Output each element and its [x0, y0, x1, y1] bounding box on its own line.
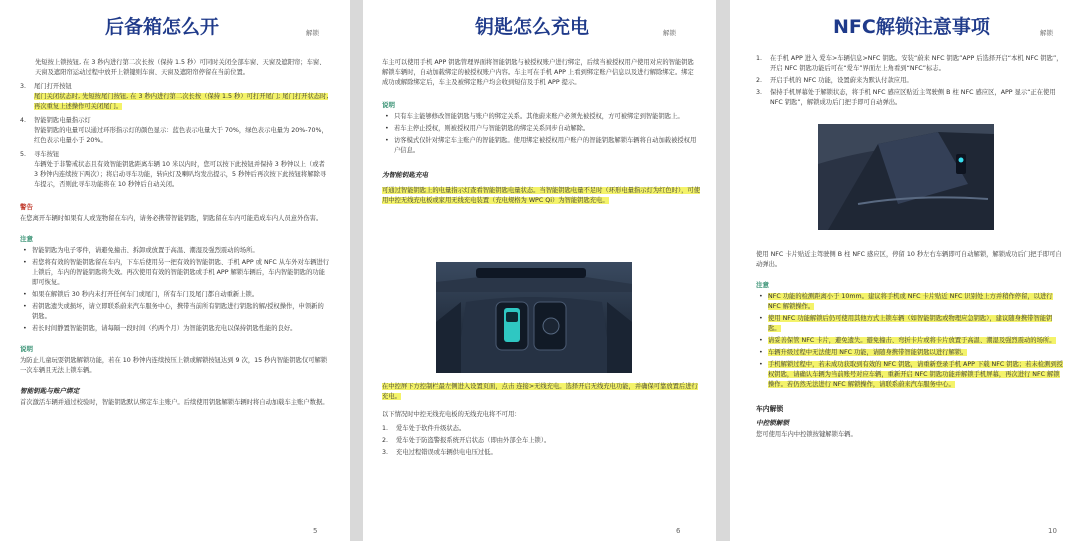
- item-title: 智能钥匙电量指示灯: [34, 117, 91, 124]
- header-tag: 解锁: [1040, 29, 1053, 37]
- manual-page-6: [363, 0, 716, 541]
- nfc-door-illustration: [818, 124, 994, 230]
- item-number: 3.: [20, 83, 27, 90]
- list-item: • 智能钥匙为电子零件，请避免撞击、拆卸或放置于高温、潮湿及强烈震动的场所。: [20, 246, 330, 256]
- list-item: • 只有车主能够修改智能钥匙与账户的绑定关系。其他蔚来账户必须先被授权，方可被绑定到智能钥匙上。: [382, 112, 700, 122]
- cannot-intro: 以下情况时中控无线充电板的无线充电将不可用：: [382, 411, 521, 418]
- section-text: 首次激活车辆并通过校验时，智能钥匙默认绑定车主账户。后续使用钥匙解锁车辆时将自动加载车主账户数据。: [20, 399, 329, 406]
- header-tag: 解锁: [663, 29, 676, 37]
- explain-label: 说明: [20, 345, 33, 353]
- intro-text: 车主可以使用手机 APP 钥匙管理界面将智能钥匙与被授权账户进行绑定，后续当被授权用户使用对应的智能钥匙解锁车辆时，自动加载绑定的被授权账户内容。车主可在手机 APP 上看到绑定账户信息以及进行解除绑定。绑定成功或解除绑定后，车主及被绑定账户均会收到短信及手机 APP 提示。: [382, 59, 694, 86]
- explain-list: [382, 112, 700, 156]
- list-item: • 使用 NFC 功能解锁后仍可使用其他方式上锁车辆（如智能钥匙或物理应急钥匙），建议随身携带智能钥匙。: [756, 314, 1064, 334]
- nfc-door-image: [818, 124, 994, 230]
- page-title: 后备箱怎么开: [105, 16, 220, 38]
- page-body-bottom: [382, 380, 700, 458]
- list-item: 3. 充电过程错误或车辆供电电压过低。: [382, 449, 497, 456]
- list-item: • 若您将有效的智能钥匙留在车内，下车后使用另一把有效的智能钥匙、手机 APP 或 NFC 从车外对车辆进行上锁后，车内的智能钥匙将失效。再次使用有效的智能钥匙或手机 APP 解锁车辆后，车内智能钥匙的功能即可恢复。: [20, 258, 330, 288]
- list-item: • 请妥善保管 NFC 卡片，避免遗失。避免撞击、弯折卡片或将卡片放置于高温、潮湿及强烈震动的场所。: [756, 336, 1064, 346]
- image-caption: 使用 NFC 卡片贴近主驾驶侧 B 柱 NFC 感应区，停留 10 秒左右车辆即可自动解锁，解锁成功后门把手即可自动弹出。: [756, 251, 1062, 268]
- page-title: NFC解锁注意事项: [833, 16, 990, 38]
- warning-label: 警告: [20, 203, 33, 211]
- list-item: • 如果在解锁后 30 秒内未打开任何车门或尾门，所有车门及尾门都自动重新上锁。: [20, 290, 330, 300]
- list-item: • 手机解锁过程中，若未成功获取到有效的 NFC 钥匙，请重新登录手机 APP 下载 NFC 钥匙；若未检测到授权钥匙，请确认车辆为当前账号对应车辆，重新开启 NFC 钥匙功能并解锁手机屏幕，再次进行 NFC 解锁操作。若仍然无法进行 NFC 解锁操作，请联系蔚来汽车服务中心。: [756, 360, 1064, 390]
- list-item: • 车辆升级过程中无法使用 NFC 功能，请随身携带智能钥匙以进行解锁。: [756, 348, 1064, 358]
- page-number: 10: [1048, 527, 1057, 535]
- list-item: 1. 爱车处于软件升级状态。: [382, 425, 466, 432]
- section-subtitle: 为智能钥匙充电: [382, 171, 429, 179]
- page-number: 5: [313, 527, 318, 535]
- list-item: • NFC 功能的检测距离小于 10mm。建议将手机或 NFC 卡片贴近 NFC 识别处上方并稍作停留，以进行 NFC 解锁操作。: [756, 292, 1064, 312]
- page-body-top: [756, 52, 1064, 108]
- notice-label: 注意: [20, 235, 33, 243]
- header-tag: 解锁: [306, 29, 319, 37]
- list-item: 2. 爱车处于防盗警报系统开启状态（即由外部全车上锁）。: [382, 437, 551, 444]
- list-item: • 若长时间静置智能钥匙，请每隔一段时间（约两个月）为智能钥匙充电以保持钥匙性能的良好。: [20, 324, 330, 334]
- explain-label: 说明: [382, 101, 395, 109]
- item-text: 车辆处于非警戒状态且有效智能钥匙距离车辆 10 米以内时，您可以按下此按钮并保持 3 秒钟以上（或者 3 秒钟内连续按下两次）；将启动寻车功能，转向灯及喇叭均发出提示，5 秒钟后再次按下此按钮将解除寻车提示，否则此寻车功能将在 10 秒钟后自动关闭。: [34, 161, 327, 188]
- highlighted-text: 可通过智能钥匙上的电量指示灯查看智能钥匙电量状态。当智能钥匙电量不足时（环形电量指示灯为红色时），可使用中控无线充电板或家用无线充电装置（充电规格为 WPC Qi）为智能钥匙充电。: [382, 187, 700, 204]
- highlighted-text: 尾门关闭状态时, 先短按尾门按钮, 在 3 秒内进行第二次长按（保持 1.5 秒）可打开尾门; 尾门打开状态时, 再次重复上述操作可关闭尾门。: [34, 93, 329, 110]
- item-title: 尾门打开按钮: [34, 83, 72, 90]
- warning-text: 在您离开车辆时如果有人或宠物留在车内，请务必携带智能钥匙，钥匙留在车内可能造成车内人员意外伤害。: [20, 215, 323, 222]
- notice-list: [20, 246, 330, 334]
- list-item: • 访客模式仅针对绑定车主账户的智能钥匙。使用绑定被授权用户账户的智能钥匙解锁车辆将自动加载被授权用户信息。: [382, 136, 700, 156]
- list-item: • 若车主停止授权，则被授权用户与智能钥匙的绑定关系同步自动解除。: [382, 124, 700, 134]
- list-item: 2. 开启手机的 NFC 功能，设置蔚来为默认付款应用。: [756, 77, 913, 84]
- charging-pad-illustration: [436, 262, 632, 373]
- list-item: [20, 82, 330, 112]
- list-item: • 若钥匙遗失或损坏，请立即联系蔚来汽车服务中心，携带当前所有钥匙进行钥匙的解/授权操作，申领新的钥匙。: [20, 302, 330, 322]
- explain-text: 为防止儿童玩耍钥匙解锁功能，若在 10 秒钟内连续按压上锁或解锁按钮达到 9 次，15 秒内智能钥匙仅可解锁一次车辆且无法上锁车辆。: [20, 357, 328, 374]
- notice-label: 注意: [756, 281, 769, 289]
- manual-page-5: [0, 0, 350, 541]
- list-item: [20, 116, 330, 146]
- page-body: [20, 56, 330, 408]
- list-item: 1. 在手机 APP 进入 爱车>车辆信息>NFC 钥匙。安装“蔚来 NFC 钥匙”APP 后选择开启“本机 NFC 钥匙”，开启 NFC 钥匙功能后可在“爱车”界面左上角看到“NFC”标志。: [756, 55, 1063, 72]
- item-text: 智能钥匙的电量可以通过环形指示灯的颜色显示：蓝色表示电量大于 70%，绿色表示电量为 20%-70%，红色表示电量小于 20%。: [34, 127, 328, 144]
- page-number: 6: [676, 527, 681, 535]
- page-body-bottom: [756, 248, 1064, 440]
- charging-pad-image: [436, 262, 632, 373]
- intro-text: 先短按上锁按钮, 在 3 秒内进行第二次长按（保持 1.5 秒）可同时关闭全部车窗、天窗及遮阳帘；车窗、天窗及遮阳帘运动过程中放开上锁键则车窗、天窗及遮阳帘停留在当前位置。: [35, 59, 326, 76]
- page-title: 钥匙怎么充电: [475, 16, 590, 38]
- item-number: 4.: [20, 117, 27, 124]
- section-subtitle: 中控锁解锁: [756, 419, 789, 427]
- section-text: 您可使用车内中控锁按键解锁车辆。: [756, 431, 857, 438]
- manual-page-10: [730, 0, 1080, 541]
- list-item: [20, 150, 330, 190]
- section-subtitle: 智能钥匙与账户绑定: [20, 387, 80, 395]
- notice-list: [756, 292, 1064, 390]
- item-title: 寻车按钮: [34, 151, 60, 158]
- highlighted-text: 在中控屏下方控制栏最左侧进入设置页面，点击 连接>无线充电。选择开启无线充电功能，并确保可靠放置后进行充电。: [382, 383, 698, 400]
- item-number: 5.: [20, 151, 27, 158]
- page-body-top: [382, 56, 700, 206]
- section-title: 车内解锁: [756, 405, 784, 413]
- list-item: 3. 保持手机屏幕处于解锁状态，将手机 NFC 感应区贴近主驾驶侧 B 柱 NFC 感应区，APP 显示“正在使用 NFC 钥匙”，解锁成功后门把手即可自动弹出。: [756, 89, 1056, 106]
